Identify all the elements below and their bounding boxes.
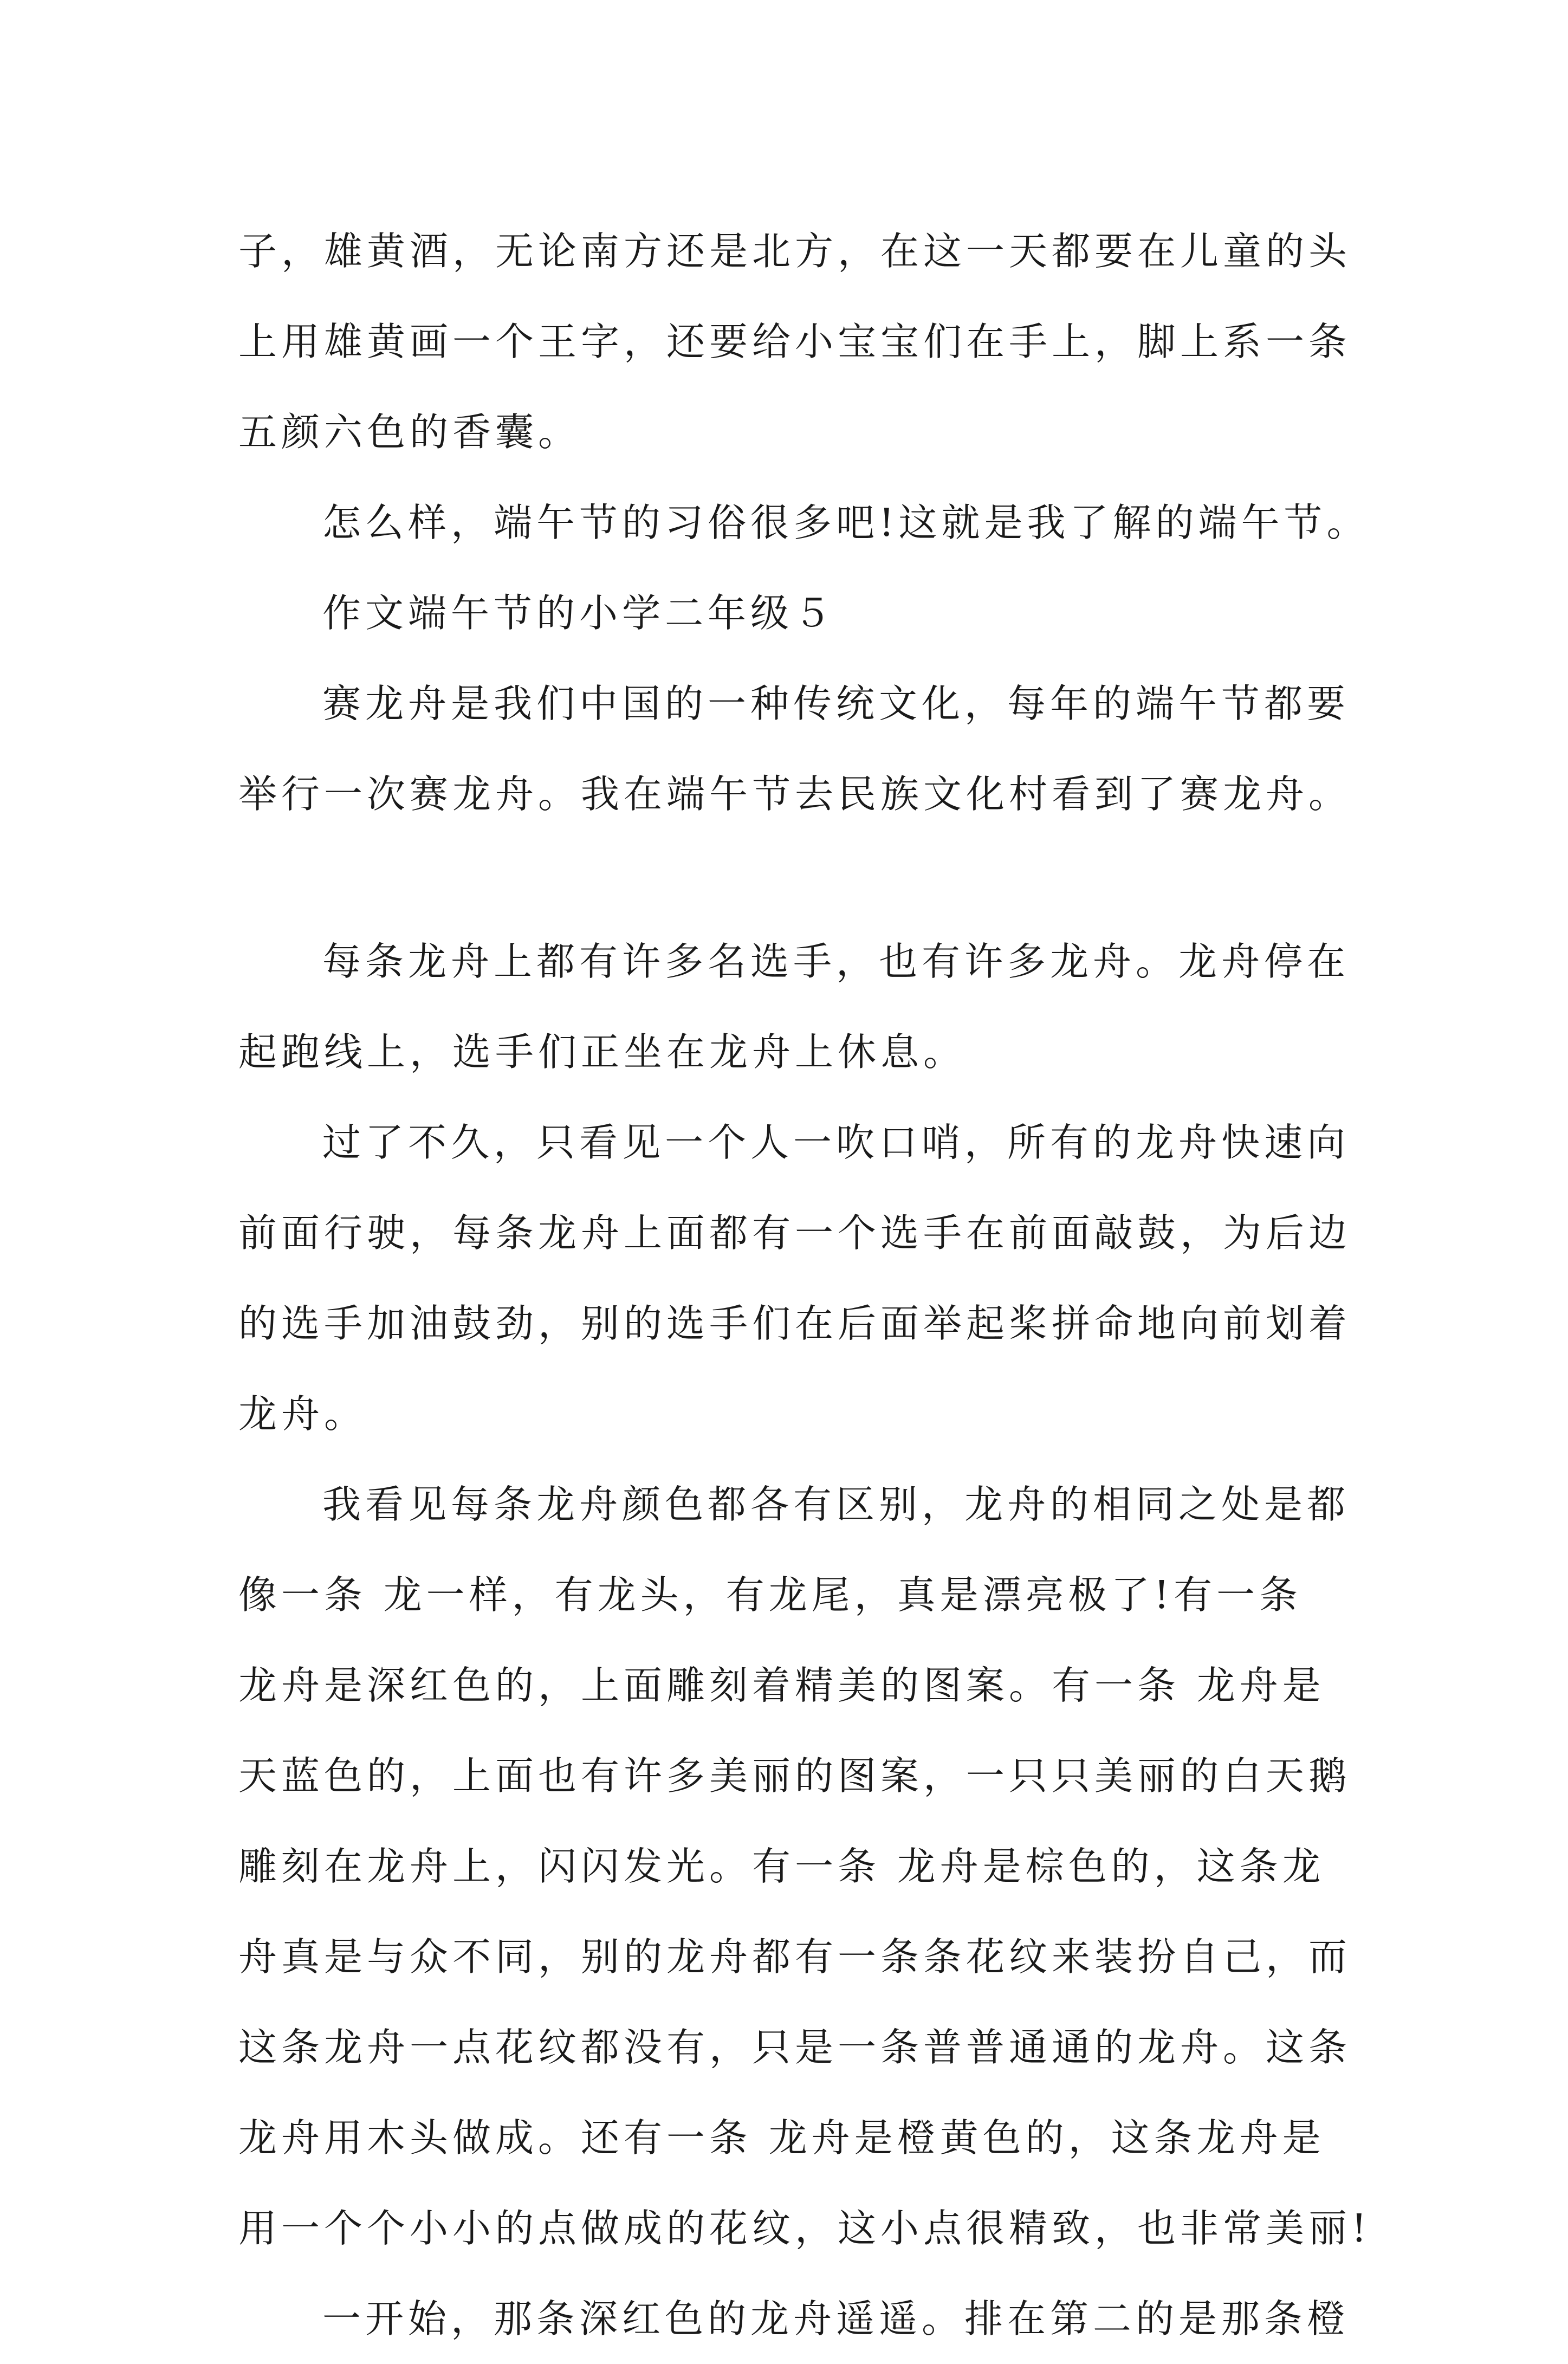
document-body — [238, 206, 1371, 2364]
text-line-2: 上用雄黄画一个王字，还要给小宝宝们在手上，脚上系一条 — [238, 319, 1352, 364]
text-line-19: 舟真是与众不同，别的龙舟都有一条条花纹来装扮自己，而 — [238, 1934, 1352, 1979]
text-line-16: 龙舟是深红色的，上面雕刻着精美的图案。有一条 龙舟是 — [238, 1663, 1325, 1708]
text-line-6: 赛龙舟是我们中国的一种传统文化，每年的端午节都要 — [322, 681, 1350, 726]
text-line-3: 五颜六色的香囊。 — [238, 410, 581, 455]
text-line-11: 前面行驶，每条龙舟上面都有一个选手在前面敲鼓，为后边 — [238, 1210, 1352, 1255]
text-line-22: 用一个个小小的点做成的花纹，这小点很精致，也非常美丽! — [238, 2206, 1371, 2251]
text-line-20: 这条龙舟一点花纹都没有，只是一条普普通通的龙舟。这条 — [238, 2025, 1352, 2070]
text-line-23: 一开始，那条深红色的龙舟遥遥。排在第二的是那条橙 — [322, 2296, 1350, 2341]
text-line-18: 雕刻在龙舟上，闪闪发光。有一条 龙舟是棕色的，这条龙 — [238, 1844, 1325, 1889]
text-line-10: 过了不久，只看见一个人一吹口哨，所有的龙舟快速向 — [322, 1120, 1350, 1165]
text-line-13: 龙舟。 — [238, 1391, 367, 1436]
paragraph-gap — [238, 839, 1355, 916]
section-heading: 作文端午节的小学二年级５ — [322, 591, 837, 636]
text-line-15: 像一条 龙一样，有龙头，有龙尾，真是漂亮极了!有一条 — [238, 1572, 1303, 1617]
text-line-21: 龙舟用木头做成。还有一条 龙舟是橙黄色的，这条龙舟是 — [238, 2115, 1325, 2160]
text-line-14: 我看见每条龙舟颜色都各有区别，龙舟的相同之处是都 — [322, 1482, 1350, 1527]
text-line-9: 起跑线上，选手们正坐在龙舟上休息。 — [238, 1029, 967, 1074]
text-line-7: 举行一次赛龙舟。我在端午节去民族文化村看到了赛龙舟。 — [238, 772, 1352, 817]
text-line-17: 天蓝色的，上面也有许多美丽的图案，一只只美丽的白天鹅 — [238, 1753, 1352, 1798]
text-line-8: 每条龙舟上都有许多名选手，也有许多龙舟。龙舟停在 — [322, 939, 1350, 984]
text-line-12: 的选手加油鼓劲，别的选手们在后面举起桨拼命地向前划着 — [238, 1301, 1352, 1346]
text-line-1: 子，雄黄酒，无论南方还是北方，在这一天都要在儿童的头 — [238, 229, 1352, 274]
text-line-4: 怎么样，端午节的习俗很多吧!这就是我了解的端午节。 — [322, 500, 1370, 545]
